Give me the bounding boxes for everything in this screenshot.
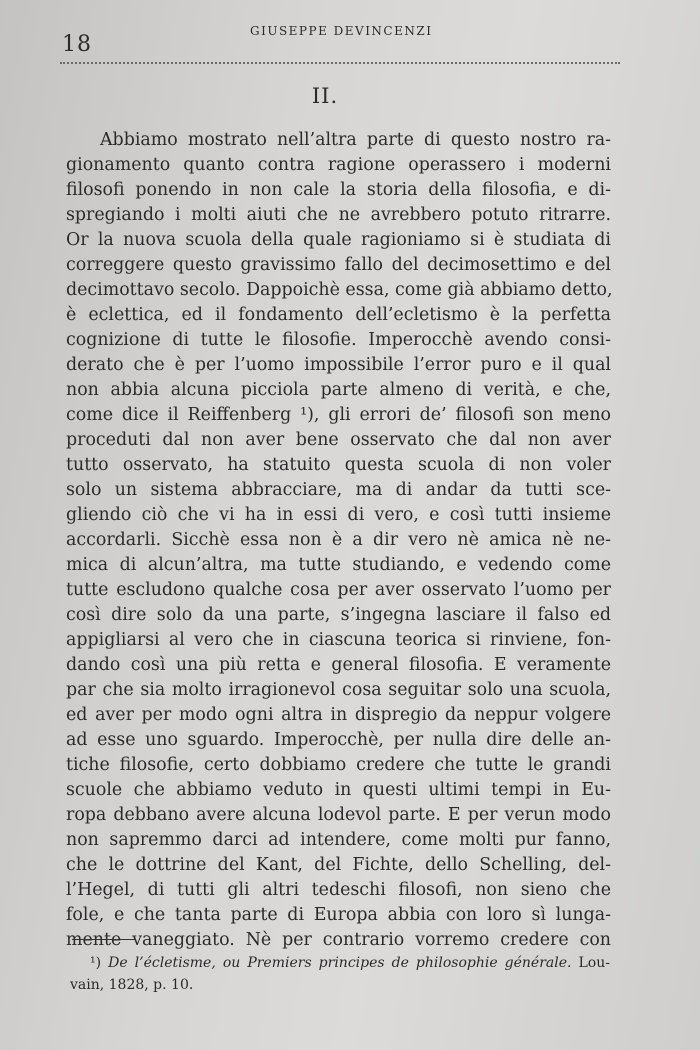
text-line: gionamento quanto contra ragione operassero i moderni [66,155,611,175]
text-line: così dire solo da una parte, s’ingegna lasciare il falso ed [66,605,611,625]
text-line: tutto osservato, ha statuito questa scuola di non voler [66,455,611,475]
text-line: dando così una più retta e general filosofia. E veramente [66,655,611,675]
text-line: solo un sistema abbracciare, ma di andar da tutti sce- [66,480,611,500]
footnote-rule [72,939,136,940]
text-line: par che sia molto irragionevol cosa seguitar solo una scuola, [66,680,611,700]
text-line: è eclettica, ed il fondamento dell’ecletismo è la perfetta [66,305,611,325]
text-line: spregiando i molti aiuti che ne avrebbero potuto ritrarre. [66,205,611,225]
running-head [60,22,620,64]
text-line: non sapremmo darci ad intendere, come molti pur fanno, [66,830,611,850]
text-line: appigliarsi al vero che in ciascuna teorica si rinviene, fon- [66,630,611,650]
text-line: Or la nuova scuola della quale ragioniamo si è studiata di [66,230,611,250]
body-text [66,128,611,953]
text-line: derato che è per l’uomo impossibile l’error puro e il qual [66,355,611,375]
text-line: accordarli. Sicchè essa non è a dir vero nè amica nè ne- [66,530,611,550]
footnote-line [70,952,610,974]
footnote-rest: Lou- [571,955,610,971]
text-line: decimottavo secolo. Dappoichè essa, come già abbiamo detto, [66,280,613,300]
text-line: che le dottrine del Kant, del Fichte, dello Schelling, del- [66,855,611,875]
text-line: tutte escludono qualche cosa per aver osservato l’uomo per [66,580,611,600]
text-line: proceduti dal non aver bene osservato che dal non aver [66,430,611,450]
text-line: mente vaneggiato. Nè per contrario vorremo credere con [66,930,611,950]
text-line: tiche filosofie, certo dobbiamo credere che tutte le grandi [66,755,611,775]
text-line: non abbia alcuna picciola parte almeno di verità, e che, [66,380,611,400]
text-line: Abbiamo mostrato nell’altra parte di questo nostro ra- [100,130,611,150]
footnote-marker: ¹) [90,955,102,971]
running-head-author: GIUSEPPE DEVINCENZI [250,24,433,38]
text-line: scuole che abbiamo veduto in questi ultimi tempi in Eu- [66,780,611,800]
text-line: ropa debbano avere alcuna lodevol parte. E per verun modo [66,805,611,825]
text-line: l’Hegel, di tutti gli altri tedeschi filosofi, non sieno che [66,880,611,900]
text-line: come dice il Reiffenberg ¹), gli errori de’ filosofi son meno [66,405,611,425]
text-line: fole, e che tanta parte di Europa abbia con loro sì lunga- [66,905,611,925]
text-line: correggere questo gravissimo fallo del decimosettimo e del [66,255,611,275]
text-line: ad esse uno sguardo. Imperocchè, per nulla dire delle an- [66,730,611,750]
section-heading: II. [311,84,339,108]
text-line: cognizione di tutte le filosofie. Imperocchè avendo consi- [66,330,611,350]
text-line: ed aver per modo ogni altra in dispregio da neppur volgere [66,705,611,725]
text-line: filosofi ponendo in non cale la storia della filosofia, e di- [66,180,611,200]
text-line: gliendo ciò che vi ha in essi di vero, e così tutti insieme [66,505,611,525]
footnote-title: De l’écletisme, ou Premiers principes de philosophie générale. [108,955,572,971]
page-number: 18 [62,32,92,57]
text-line: mica di alcun’altra, ma tutte studiando, e vedendo come [66,555,611,575]
footnote-line: vain, 1828, p. 10. [70,977,194,993]
footnote [70,952,610,996]
